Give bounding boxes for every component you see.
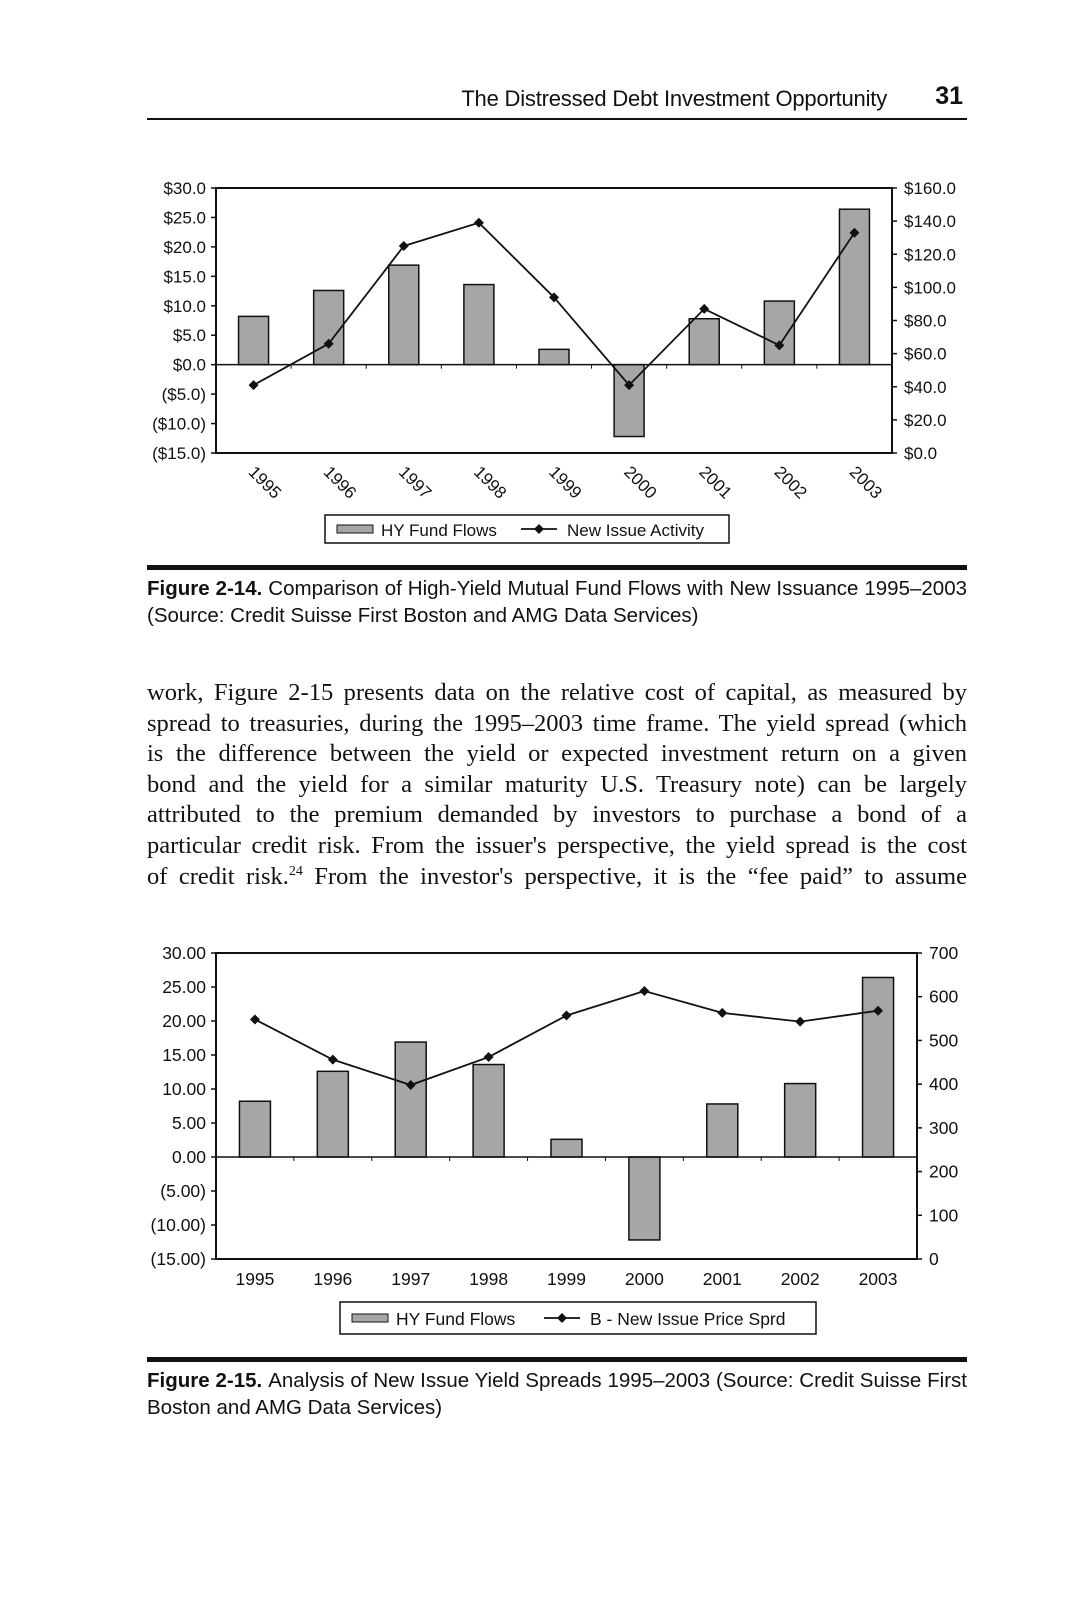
category-label: 1996 <box>319 462 361 503</box>
body-line: work, Figure 2-15 presents data on the relative cost of capital, as measured by <box>147 679 967 706</box>
bar <box>707 1104 738 1157</box>
bar <box>317 1071 348 1157</box>
figure-2-15-caption <box>147 1367 967 1421</box>
figure-2-15-rule <box>147 1357 967 1362</box>
body-paragraph <box>147 678 967 892</box>
bar <box>395 1042 426 1157</box>
body-line: attributed to the premium demanded by investors to purchase a bond of a <box>147 801 967 829</box>
bar <box>689 319 719 365</box>
left-axis-tick-label: 15.00 <box>162 1045 206 1065</box>
figure-2-15-chart <box>0 935 1067 1345</box>
left-axis-tick-label: (15.00) <box>150 1249 206 1269</box>
category-label: 2003 <box>845 462 886 503</box>
right-axis-tick-label: $140.0 <box>904 212 956 232</box>
figure-2-14-chart <box>0 170 1067 560</box>
left-axis-tick-label: (10.00) <box>150 1215 206 1235</box>
body-line-part: of credit risk. <box>147 862 289 890</box>
figure-2-14-caption <box>147 575 967 629</box>
left-axis-tick-label: $0.0 <box>172 355 206 375</box>
right-axis-tick-label: 700 <box>929 943 959 963</box>
body-line: is the difference between the yield or expected investment return on a given <box>147 740 967 768</box>
bar <box>764 301 794 365</box>
right-axis-tick-label: 300 <box>929 1117 959 1138</box>
body-line: spread to treasuries, during the 1995–2003 time frame. The yield spread (which <box>147 709 967 737</box>
legend-bar-label: HY Fund Flows <box>396 1309 516 1329</box>
category-label: 1998 <box>469 1269 509 1289</box>
category-label: 2001 <box>695 462 736 503</box>
bar <box>629 1157 660 1240</box>
figure-2-14-label: Figure 2-14. <box>147 577 263 600</box>
body-line-last <box>147 862 967 893</box>
running-title: The Distressed Debt Investment Opportunity <box>461 86 887 111</box>
figure-2-15-label: Figure 2-15. <box>147 1369 263 1392</box>
bar <box>464 285 494 365</box>
footnote-ref: 24 <box>288 863 303 879</box>
right-axis-tick-label: 0 <box>929 1249 939 1269</box>
right-axis-tick-label: $80.0 <box>904 311 947 331</box>
legend-bar-swatch <box>337 525 373 533</box>
left-axis-tick-label: 10.00 <box>162 1079 206 1099</box>
bar <box>551 1139 582 1157</box>
left-axis-tick-label: 20.00 <box>162 1011 206 1031</box>
left-axis-tick-label: 5.00 <box>171 1113 206 1133</box>
category-label: 2002 <box>770 462 811 503</box>
bar <box>314 290 344 364</box>
category-label: 2000 <box>620 462 661 503</box>
left-axis-tick-label: ($10.0) <box>152 414 206 434</box>
category-label: 1995 <box>235 1269 275 1289</box>
bar <box>785 1084 816 1157</box>
category-label: 2003 <box>858 1269 898 1289</box>
category-label: 2002 <box>780 1269 820 1289</box>
left-axis-tick-label: $5.0 <box>172 326 206 346</box>
figure-2-14-caption-text: Comparison of High-Yield Mutual Fund Flows with New Issuance 1995–2003 (Source: Credit Suisse First Boston and AMG Data Services) <box>147 577 967 627</box>
category-label: 2000 <box>624 1269 664 1289</box>
line-marker <box>250 1014 260 1024</box>
legend-line-label: New Issue Activity <box>567 521 704 540</box>
left-axis-tick-label: ($15.0) <box>152 444 206 463</box>
left-axis-tick-label: $30.0 <box>163 179 206 198</box>
bar <box>539 349 569 364</box>
right-axis-tick-label: 600 <box>929 986 959 1007</box>
page-number: 31 <box>935 82 963 110</box>
legend-line-label: B - New Issue Price Sprd <box>590 1309 786 1329</box>
body-line: bond and the yield for a similar maturity U.S. Treasury note) can be largely <box>147 770 967 798</box>
running-header <box>147 82 967 120</box>
left-axis-tick-label: ($5.0) <box>161 385 206 405</box>
bar <box>239 316 269 364</box>
right-axis-tick-label: $20.0 <box>904 410 947 430</box>
legend-bar-swatch <box>352 1314 388 1322</box>
left-axis-tick-label: 30.00 <box>162 943 206 963</box>
right-axis-tick-label: $60.0 <box>904 344 947 364</box>
line-marker <box>328 1055 338 1065</box>
bar <box>863 977 894 1157</box>
category-label: 1999 <box>547 1269 586 1289</box>
body-line-part: From the investor's perspective, it is the “fee paid” to assume <box>302 862 967 890</box>
category-label: 1999 <box>545 462 586 503</box>
line-marker <box>484 1052 494 1062</box>
right-axis-tick-label: $160.0 <box>904 179 956 198</box>
left-axis-tick-label: $25.0 <box>163 208 206 228</box>
bar <box>239 1101 270 1157</box>
right-axis-tick-label: 400 <box>929 1074 959 1095</box>
line-marker <box>639 986 649 996</box>
category-label: 1995 <box>244 462 285 503</box>
legend-bar-label: HY Fund Flows <box>381 521 497 540</box>
line-marker <box>795 1017 805 1027</box>
category-label: 1997 <box>394 462 436 503</box>
right-axis-tick-label: $120.0 <box>904 245 956 265</box>
left-axis-tick-label: $20.0 <box>163 237 206 257</box>
left-axis-tick-label: (5.00) <box>160 1181 206 1201</box>
right-axis-tick-label: $40.0 <box>904 377 947 397</box>
line-marker <box>249 380 259 390</box>
category-label: 1997 <box>391 1269 431 1289</box>
bar <box>389 265 419 365</box>
category-label: 1996 <box>313 1269 353 1289</box>
left-axis-tick-label: 0.00 <box>171 1147 206 1167</box>
figure-2-14-rule <box>147 565 967 570</box>
body-line: particular credit risk. From the issuer's perspective, the yield spread is the cost <box>147 831 967 859</box>
line-marker <box>717 1008 727 1018</box>
category-label: 1998 <box>470 462 511 503</box>
bar <box>473 1065 504 1157</box>
line-marker <box>562 1011 572 1021</box>
right-axis-tick-label: $0.0 <box>904 444 938 463</box>
right-axis-tick-label: $100.0 <box>904 278 956 298</box>
left-axis-tick-label: $15.0 <box>163 267 206 287</box>
figure-2-15-caption-text: Analysis of New Issue Yield Spreads 1995–2003 (Source: Credit Suisse First Boston and AMG Data Services) <box>147 1369 968 1419</box>
right-axis-tick-label: 200 <box>929 1161 959 1182</box>
right-axis-tick-label: 500 <box>929 1030 959 1051</box>
category-label: 2001 <box>702 1269 742 1289</box>
left-axis-tick-label: 25.00 <box>162 977 206 997</box>
right-axis-tick-label: 100 <box>929 1205 959 1226</box>
left-axis-tick-label: $10.0 <box>163 296 206 316</box>
